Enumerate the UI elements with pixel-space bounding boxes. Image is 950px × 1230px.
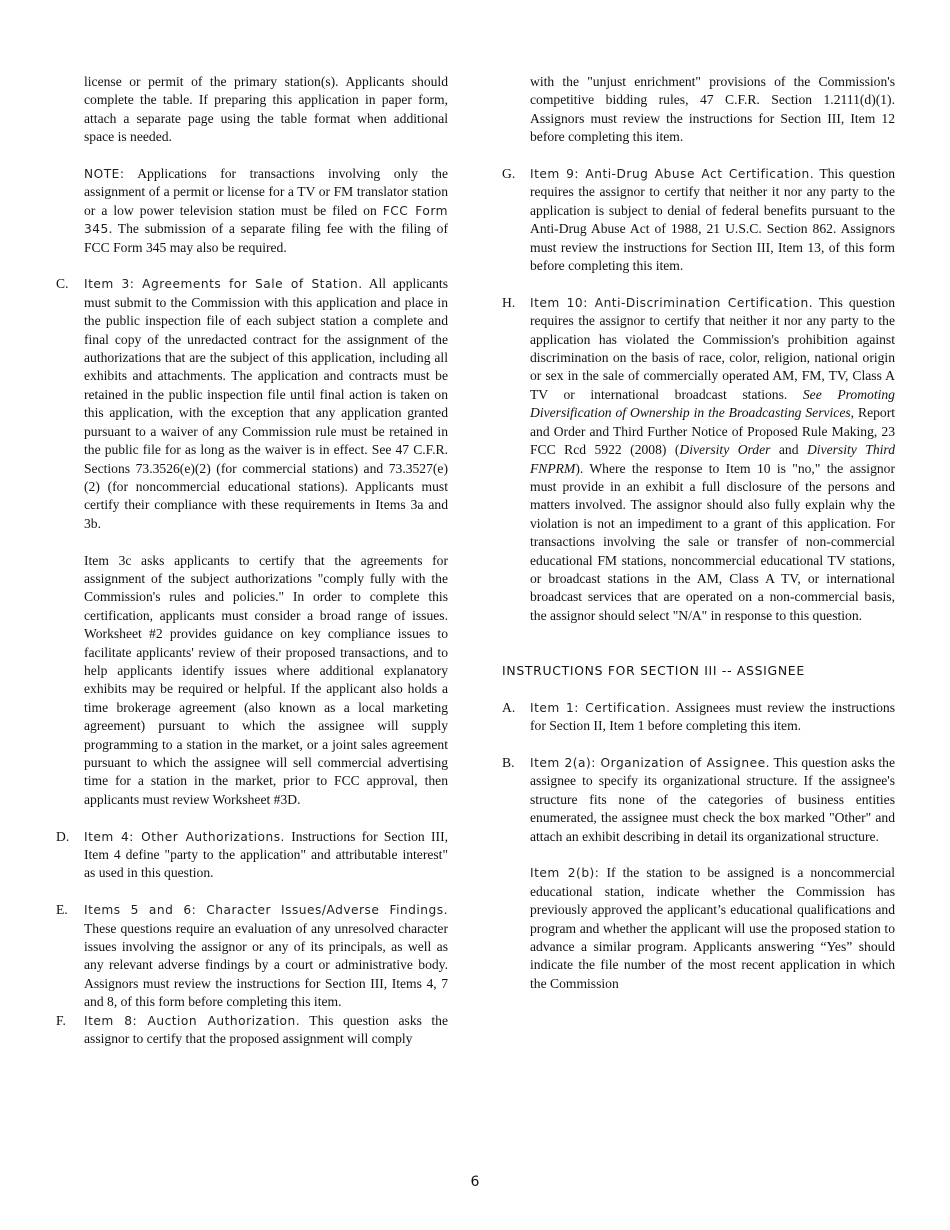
- item-e-letter: E.: [56, 902, 68, 918]
- item-d-body: Instructions for Section III, Item 4 define "party to the application" and attributable interest" as used in this question.: [84, 828, 448, 881]
- item-f-letter: F.: [56, 1012, 66, 1028]
- item-h-letter: H.: [502, 294, 516, 310]
- item-b-title: Item 2(a): Organization of Assignee.: [530, 755, 770, 770]
- note-form-ref: FCC Form 345: [84, 203, 448, 237]
- item-e-body: These questions require an evaluation of any unresolved character issues involving the assignor or any of its principals, as well as any relevant adverse findings by a court or administrative body. Assignors must review the instructions for Section III, Items 4, 7 and 8, of this form before completing this item.: [84, 920, 448, 1010]
- left-column: [56, 73, 448, 1048]
- item-g: [502, 165, 895, 275]
- item-b-sub-body: If the station to be assigned is a noncommercial educational station, indicate whether the Commission has previously approved the applicant’s educational qualifications and program and whether the applicant will use the proposed station to advance a similar program. Applicants answering “Yes” should indicate the file number of the most recent application in which the Commission: [530, 865, 895, 991]
- item-h-title: Item 10: Anti-Discrimination Certification.: [530, 295, 814, 310]
- note-paragraph: [56, 165, 448, 257]
- item-g-letter: G.: [502, 166, 516, 182]
- item-h-body-c: and: [770, 442, 807, 458]
- item-b-sub-title: Item 2(b):: [530, 866, 600, 881]
- item-a-title: Item 1: Certification.: [530, 700, 671, 715]
- item-c-para2: Item 3c asks applicants to certify that the agreements for assignment of the subject authorizations "comply fully with the Commission's rules and policies." In order to complete this certification, applicants must consider a broad range of issues. Worksheet #2 provides guidance on key compliance issues to facilitate applicants' review of their proposed transactions, and to help applicants identify issues where additional explanatory exhibits may be required or helpful. If the applicant also holds a time brokerage agreement (also known as a local marketing agreement) pursuant to which the assignee will supply programming to a station in the market, or a joint sales agreement pursuant to which the assignee will sell commercial advertising time for a station in the market, prior to FCC approval, then applicants must review Worksheet #3D.: [84, 552, 448, 807]
- item-c-title: Item 3: Agreements for Sale of Station.: [84, 277, 363, 292]
- right-column: [502, 73, 895, 993]
- item-h: [502, 294, 895, 625]
- item-a-letter: A.: [502, 699, 516, 715]
- note-label: NOTE:: [84, 167, 125, 182]
- item-f: [56, 1012, 448, 1049]
- item-e: [56, 901, 448, 1011]
- item-a-body: Assignees must review the instructions for Section II, Item 1 before completing this item.: [530, 699, 895, 734]
- item-f-continuation: with the "unjust enrichment" provisions of the Commission's competitive bidding rules, 47 C.F.R. Section 1.2111(d)(1). Assignors must review the instructions for Section III, Item 12 before completing this item.: [530, 74, 895, 145]
- item-h-italic-1: See Promoting Diversification of Ownership in the Broadcasting Services: [530, 386, 895, 421]
- item-f-body: This question asks the assignor to certify that the proposed assignment will comply: [84, 1012, 448, 1047]
- section-heading: INSTRUCTIONS FOR SECTION III -- ASSIGNEE: [502, 662, 805, 678]
- item-h-body-a: This question requires the assignor to certify that neither it nor any party to the application has violated the Commission's prohibition against discrimination on the basis of race, color, religion, national origin or sex in the sale of commercially operated AM, FM, TV, Class A TV or international broadcast stations.: [530, 294, 895, 402]
- item-b: [502, 754, 895, 993]
- note-text-a: Applications for transactions involving only the assignment of a permit or license for a TV or FM translator station or a low power television station must be filed on: [84, 166, 448, 218]
- item-d-letter: D.: [56, 828, 70, 844]
- item-c-letter: C.: [56, 276, 69, 292]
- item-d-title: Item 4: Other Authorizations.: [84, 829, 285, 844]
- item-h-body-b: , Report and Order and Third Further Notice of Proposed Rule Making, 23 FCC Rcd 5922 (2008) (: [530, 405, 895, 458]
- intro-continuation: license or permit of the primary station(s). Applicants should complete the table. If preparing this application in paper form, attach a separate page using the table format when additional space is needed.: [84, 74, 448, 145]
- note-text-b: . The submission of a separate filing fee with the filing of FCC Form 345 may also be required.: [84, 221, 448, 255]
- item-a: [502, 699, 895, 736]
- page-number: 6: [470, 1174, 480, 1190]
- item-g-body: This question requires the assignor to certify that neither it nor any party to the application is subject to denial of federal benefits pursuant to the Anti-Drug Abuse Act of 1988, 21 U.S.C. Section 862. Assignors must review the instructions for Section III, Item 13, of this form before completing this item.: [530, 166, 895, 274]
- item-b-body: This question asks the assignee to specify its organizational structure. If the assignee's structure fits none of the categories of business entities enumerated, the assignee must check the box marked "Other" and attach an exhibit describing in detail its organizational structure.: [530, 754, 895, 844]
- item-c: [56, 275, 448, 809]
- item-f-title: Item 8: Auction Authorization.: [84, 1013, 301, 1028]
- item-h-italic-2: Diversity Order: [679, 442, 771, 458]
- item-h-italic-3: Diversity Third FNPRM: [530, 442, 895, 476]
- item-b-letter: B.: [502, 754, 515, 770]
- item-h-body-d: ). Where the response to Item 10 is "no," the assignor must provide in an exhibit a full disclosure of the persons and matters involved. The assignor should also fully explain why the violation is not an impediment to a grant of this application. For transactions involving the sale or transfer of non-commercial educational FM stations, noncommercial educational TV stations, or broadcast stations in the AM, Class A TV, or international broadcast services that are operated on a non-commercial basis, the assignor should select "N/A" in response to this question.: [530, 460, 895, 623]
- item-c-body: All applicants must submit to the Commission with this application and place in the public inspection file of each subject station a complete and final copy of the unredacted contract for the assignment of the authorizations that are the subject of this application, including all exhibits and attachments. The application and contracts must be retained in the public inspection file until final action is taken on this application, with the exception that any application granted pursuant to a waiver of any Commission rule must be retained in the public file for as long as the waiver is in effect. See 47 C.F.R. Sections 73.3526(e)(2) (for commercial stations) and 73.3527(e)(2) (for noncommercial educational stations). Applicants must certify their compliance with these requirements in Items 3a and 3b.: [84, 276, 448, 531]
- item-g-title: Item 9: Anti-Drug Abuse Act Certification.: [530, 167, 815, 182]
- item-d: [56, 828, 448, 883]
- item-e-title: Items 5 and 6: Character Issues/Adverse Findings.: [84, 903, 448, 918]
